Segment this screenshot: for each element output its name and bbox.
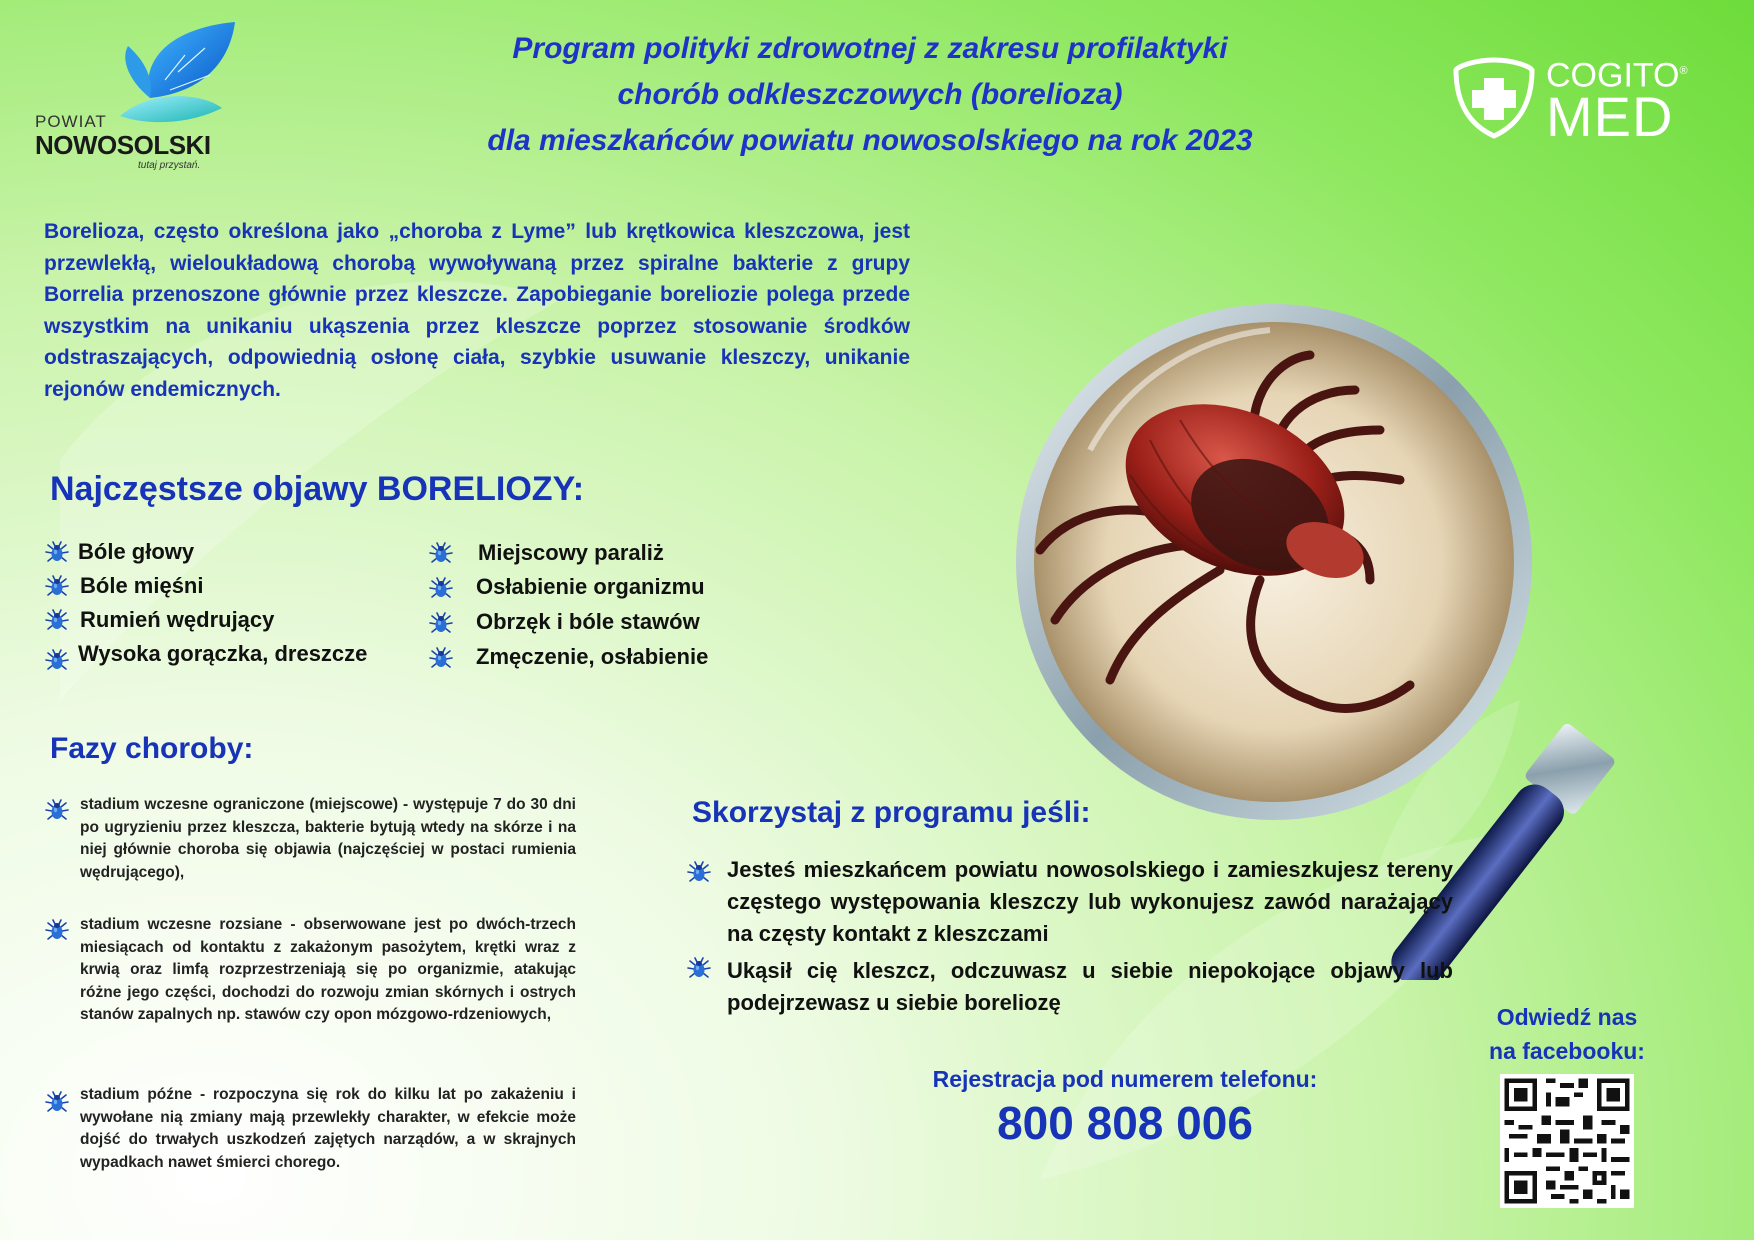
logo-powiat-text: POWIAT: [35, 112, 107, 131]
symptom-item: Osłabienie organizmu: [476, 574, 705, 599]
symptom-item: Miejscowy paraliż: [478, 540, 664, 565]
facebook-qr-code[interactable]: [1500, 1074, 1634, 1208]
symptom-item: Obrzęk i bóle stawów: [476, 609, 700, 634]
facebook-label: [1462, 1000, 1672, 1068]
cogito-med-logo: [1452, 52, 1692, 148]
symptom-item: Rumień wędrujący: [80, 607, 275, 632]
logo-med-text: MED: [1546, 85, 1674, 148]
medical-cross-logo-icon: [1452, 56, 1536, 140]
tick-bug-icon: [44, 540, 70, 566]
symptoms-heading: Najczęstsze objawy BORELIOZY:: [50, 470, 585, 508]
symptom-item: Zmęczenie, osłabienie: [476, 644, 709, 669]
tick-bug-icon: [44, 1090, 70, 1116]
tick-bug-icon: [428, 646, 454, 672]
registration-label: Rejestracja pod numerem telefonu:: [932, 1066, 1318, 1092]
tick-bug-icon: [44, 798, 70, 824]
title-line-2: chorób odkleszczowych (borelioza): [617, 78, 1123, 111]
phases-heading: Fazy choroby:: [50, 732, 254, 765]
tick-bug-icon: [686, 956, 712, 982]
tick-bug-icon: [44, 918, 70, 944]
program-condition-resident: Jesteś mieszkańcem powiatu nowosolskiego i zamieszkujesz tereny częstego występowania kleszczy lub wykonujesz zawód narażający na częsty kontakt z kleszczami: [727, 857, 1453, 946]
intro-paragraph: Borelioza, często określona jako „choroba z Lyme” lub krętkowica kleszczowa, jest przewlekłą, wieloukładową chorobą wywoływaną przez spiralne bakterie z grupy Borrelia przenoszone głównie przez kleszcze. Zapobieganie boreliozie polega przede wszystkim na unikaniu ukąszenia przez kleszcze poprzez stosowanie środków odstraszających, odpowiednią osłonę ciała, szybkie usuwanie kleszczy, unikanie rejonów endemicznych.: [44, 220, 910, 401]
tick-bug-icon: [686, 860, 712, 886]
registration-phone-number[interactable]: 800 808 006: [997, 1097, 1253, 1149]
symptom-item: Bóle głowy: [78, 539, 195, 564]
powiat-nowosolski-logo: [30, 20, 230, 170]
logo-nowosolski-text: NOWOSOLSKI: [35, 130, 211, 160]
tick-bug-icon: [428, 541, 454, 567]
program-title: [300, 26, 1440, 164]
symptom-item: Bóle mięśni: [80, 573, 204, 598]
facebook-label-line-1: Odwiedź nas: [1496, 1004, 1638, 1030]
tick-bug-icon: [44, 608, 70, 634]
tick-bug-icon: [428, 611, 454, 637]
program-conditions-heading: Skorzystaj z programu jeśli:: [692, 796, 1091, 829]
logo-cogito-text: COGITO®: [1546, 56, 1688, 95]
tick-bug-icon: [44, 648, 70, 674]
title-line-3: dla mieszkańców powiatu nowosolskiego na rok 2023: [487, 124, 1253, 157]
tick-bug-icon: [44, 574, 70, 600]
phase-late: stadium późne - rozpoczyna się rok do kilku lat po zakażeniu i wywołane nią zmiany mają przewlekły charakter, w efekcie może dojść do trwałych uszkodzeń zajętych narządów, a w skrajnych wypadkach nawet śmierci chorego.: [80, 1086, 576, 1171]
phase-early-disseminated: stadium wczesne rozsiane - obserwowane jest po dwóch-trzech miesiącach od kontaktu z zakażonym pasożytem, krętki wraz z krwią oraz limfą rozprzestrzeniają się po organizmie, atakując różne jego części, dochodzi do rozwoju zmian skórnych i ostrych stanów zapalnych np. stawów czy opon mózgowo-rdzeniowych,: [80, 916, 576, 1023]
logo-tagline: tutaj przystań.: [138, 160, 201, 171]
symptom-item: Wysoka gorączka, dreszcze: [78, 641, 368, 666]
title-line-1: Program polityki zdrowotnej z zakresu profilaktyki: [512, 32, 1228, 65]
phase-early-localized: stadium wczesne ograniczone (miejscowe) - występuje 7 do 30 dni po ugryzieniu przez kleszcza, bakterie bytują wtedy na skórze i na niej głównie choroba się objawia (najczęściej w postaci rumienia wędrującego),: [80, 796, 576, 881]
butterfly-logo-icon: [110, 20, 240, 130]
facebook-label-line-2: na facebooku:: [1489, 1038, 1645, 1064]
program-condition-bitten: Ukąsił cię kleszcz, odczuwasz u siebie niepokojące objawy lub podejrzewasz u siebie boreliozę: [727, 958, 1453, 1015]
tick-bug-icon: [428, 576, 454, 602]
